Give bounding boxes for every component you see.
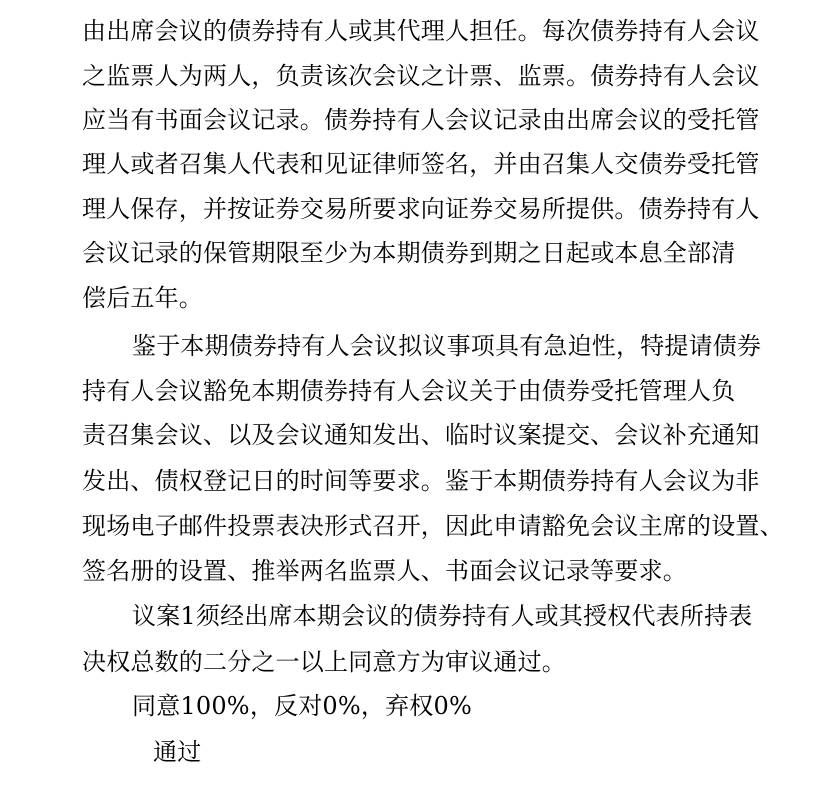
resolution-status: 通过 <box>153 738 202 766</box>
vote-result-line: 同意100%，反对0%，弃权0% <box>132 692 472 720</box>
paragraph-line: 会议记录的保管期限至少为本期债券到期之日起或本息全部清 <box>82 239 736 267</box>
paragraph-line: 理人或者召集人代表和见证律师签名，并由召集人交债券受托管 <box>82 150 760 178</box>
paragraph-line: 偿后五年。 <box>82 284 203 312</box>
paragraph-line: 鉴于本期债券持有人会议拟议事项具有急迫性，特提请债券 <box>132 332 762 360</box>
paragraph-line: 之监票人为两人，负责该次会议之计票、监票。债券持有人会议 <box>82 62 760 90</box>
paragraph-line: 决权总数的二分之一以上同意方为审议通过。 <box>82 648 566 676</box>
paragraph-line: 由出席会议的债券持有人或其代理人担任。每次债券持有人会议 <box>82 17 760 45</box>
paragraph-line: 责召集会议、以及会议通知发出、临时议案提交、会议补充通知 <box>82 421 760 449</box>
paragraph-line: 理人保存，并按证券交易所要求向证券交易所提供。债券持有人 <box>82 195 760 223</box>
paragraph-line: 签名册的设置、推举两名监票人、书面会议记录等要求。 <box>82 557 687 585</box>
paragraph-line: 议案1须经出席本期会议的债券持有人或其授权代表所持表 <box>132 602 753 630</box>
paragraph-line: 现场电子邮件投票表决形式召开，因此申请豁免会议主席的设置、 <box>82 512 784 540</box>
paragraph-line: 持有人会议豁免本期债券持有人会议关于由债券受托管理人负 <box>82 377 736 405</box>
paragraph-line: 发出、债权登记日的时间等要求。鉴于本期债券持有人会议为非 <box>82 467 760 495</box>
paragraph-line: 应当有书面会议记录。债券持有人会议记录由出席会议的受托管 <box>82 106 760 134</box>
